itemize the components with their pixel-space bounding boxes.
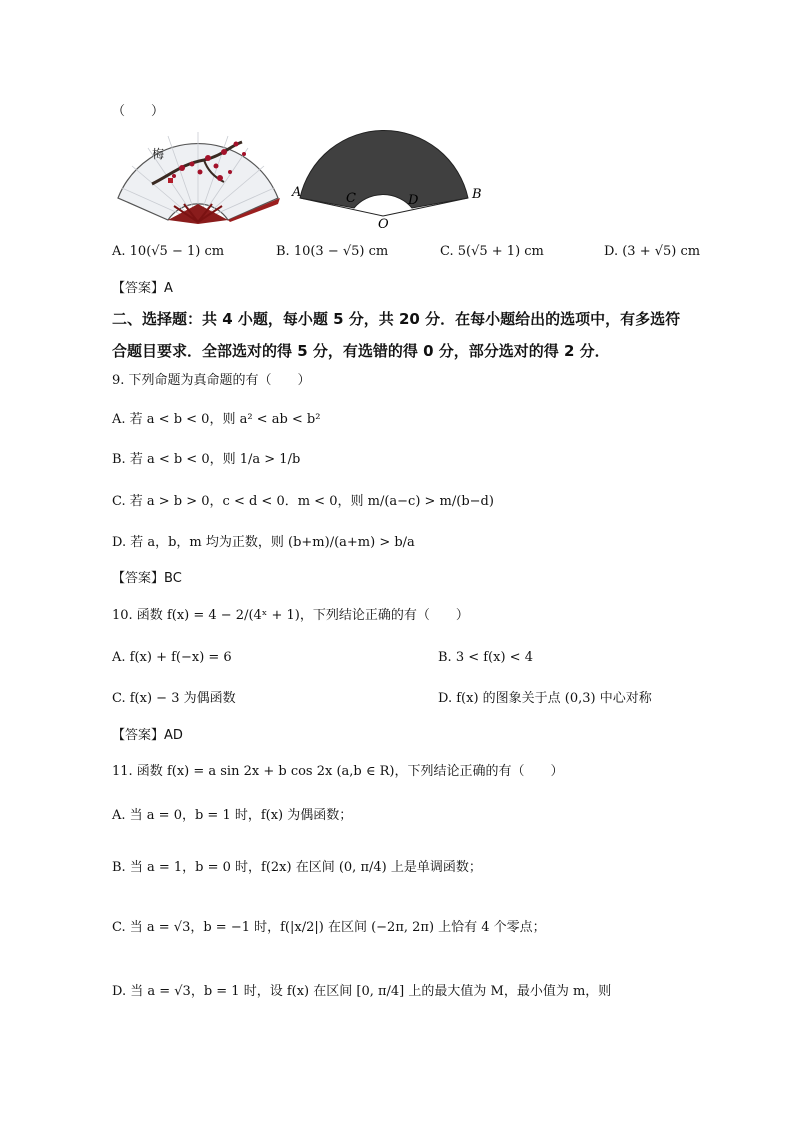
q8-blank: （ ）	[112, 104, 165, 119]
q10-stem: 10. 函数 f(x) = 4 − 2/(4ˣ + 1)，下列结论正确的有（ ）	[112, 608, 469, 623]
q8-option-c: C. 5(√5 + 1) cm	[440, 244, 544, 259]
q10-option-a: A. f(x) + f(−x) = 6	[112, 650, 232, 665]
label-C: C	[346, 191, 356, 206]
q9-stem: 9. 下列命题为真命题的有（ ）	[112, 373, 311, 388]
q11-option-d: D. 当 a = √3，b = 1 时，设 f(x) 在区间 [0, π/4] 上的最大值为 M，最小值为 m，则	[112, 984, 612, 999]
q8-option-a: A. 10(√5 − 1) cm	[112, 244, 225, 259]
q8-answer: 【答案】A	[112, 281, 173, 296]
q10-option-b: B. 3 < f(x) < 4	[438, 650, 533, 665]
q9-answer: 【答案】BC	[112, 571, 182, 586]
fan-diagram	[288, 124, 488, 238]
q11-option-c: C. 当 a = √3，b = −1 时，f(|x/2|) 在区间 (−2π, 2π) 上恰有 4 个零点；	[112, 920, 546, 935]
section2-heading-line2: 合题目要求．全部选对的得 5 分，有选错的得 0 分，部分选对的得 2 分．	[112, 342, 610, 360]
q10-answer: 【答案】AD	[112, 728, 183, 743]
q11-stem: 11. 函数 f(x) = a sin 2x + b cos 2x (a,b ∈ R)，下列结论正确的有（ ）	[112, 764, 564, 779]
q11-option-a: A. 当 a = 0，b = 1 时，f(x) 为偶函数；	[112, 808, 353, 823]
q8-option-b: B. 10(3 − √5) cm	[276, 244, 389, 259]
q9-option-d: D. 若 a，b，m 均为正数，则 (b+m)/(a+m) > b/a	[112, 535, 415, 550]
q11-option-b: B. 当 a = 1，b = 0 时，f(2x) 在区间 (0, π/4) 上是单调函数；	[112, 860, 482, 875]
q9-option-b: B. 若 a < b < 0，则 1/a > 1/b	[112, 452, 301, 467]
label-D: D	[408, 193, 419, 208]
q10-option-d: D. f(x) 的图象关于点 (0,3) 中心对称	[438, 691, 652, 706]
q9-option-a: A. 若 a < b < 0，则 a² < ab < b²	[112, 412, 321, 427]
label-B: B	[472, 187, 482, 202]
label-O: O	[378, 217, 389, 232]
label-A: A	[292, 185, 302, 200]
q9-option-c: C. 若 a > b > 0，c < d < 0．m < 0，则 m/(a−c) > m/(b−d)	[112, 494, 494, 509]
q10-option-c: C. f(x) − 3 为偶函数	[112, 691, 236, 706]
section2-heading-line1: 二、选择题：共 4 小题，每小题 5 分，共 20 分．在每小题给出的选项中，有多选符	[112, 310, 681, 328]
q8-option-d: D. (3 + √5) cm	[604, 244, 701, 259]
fan-calligraphy: 梅	[152, 147, 165, 161]
fan-photo	[112, 124, 284, 228]
